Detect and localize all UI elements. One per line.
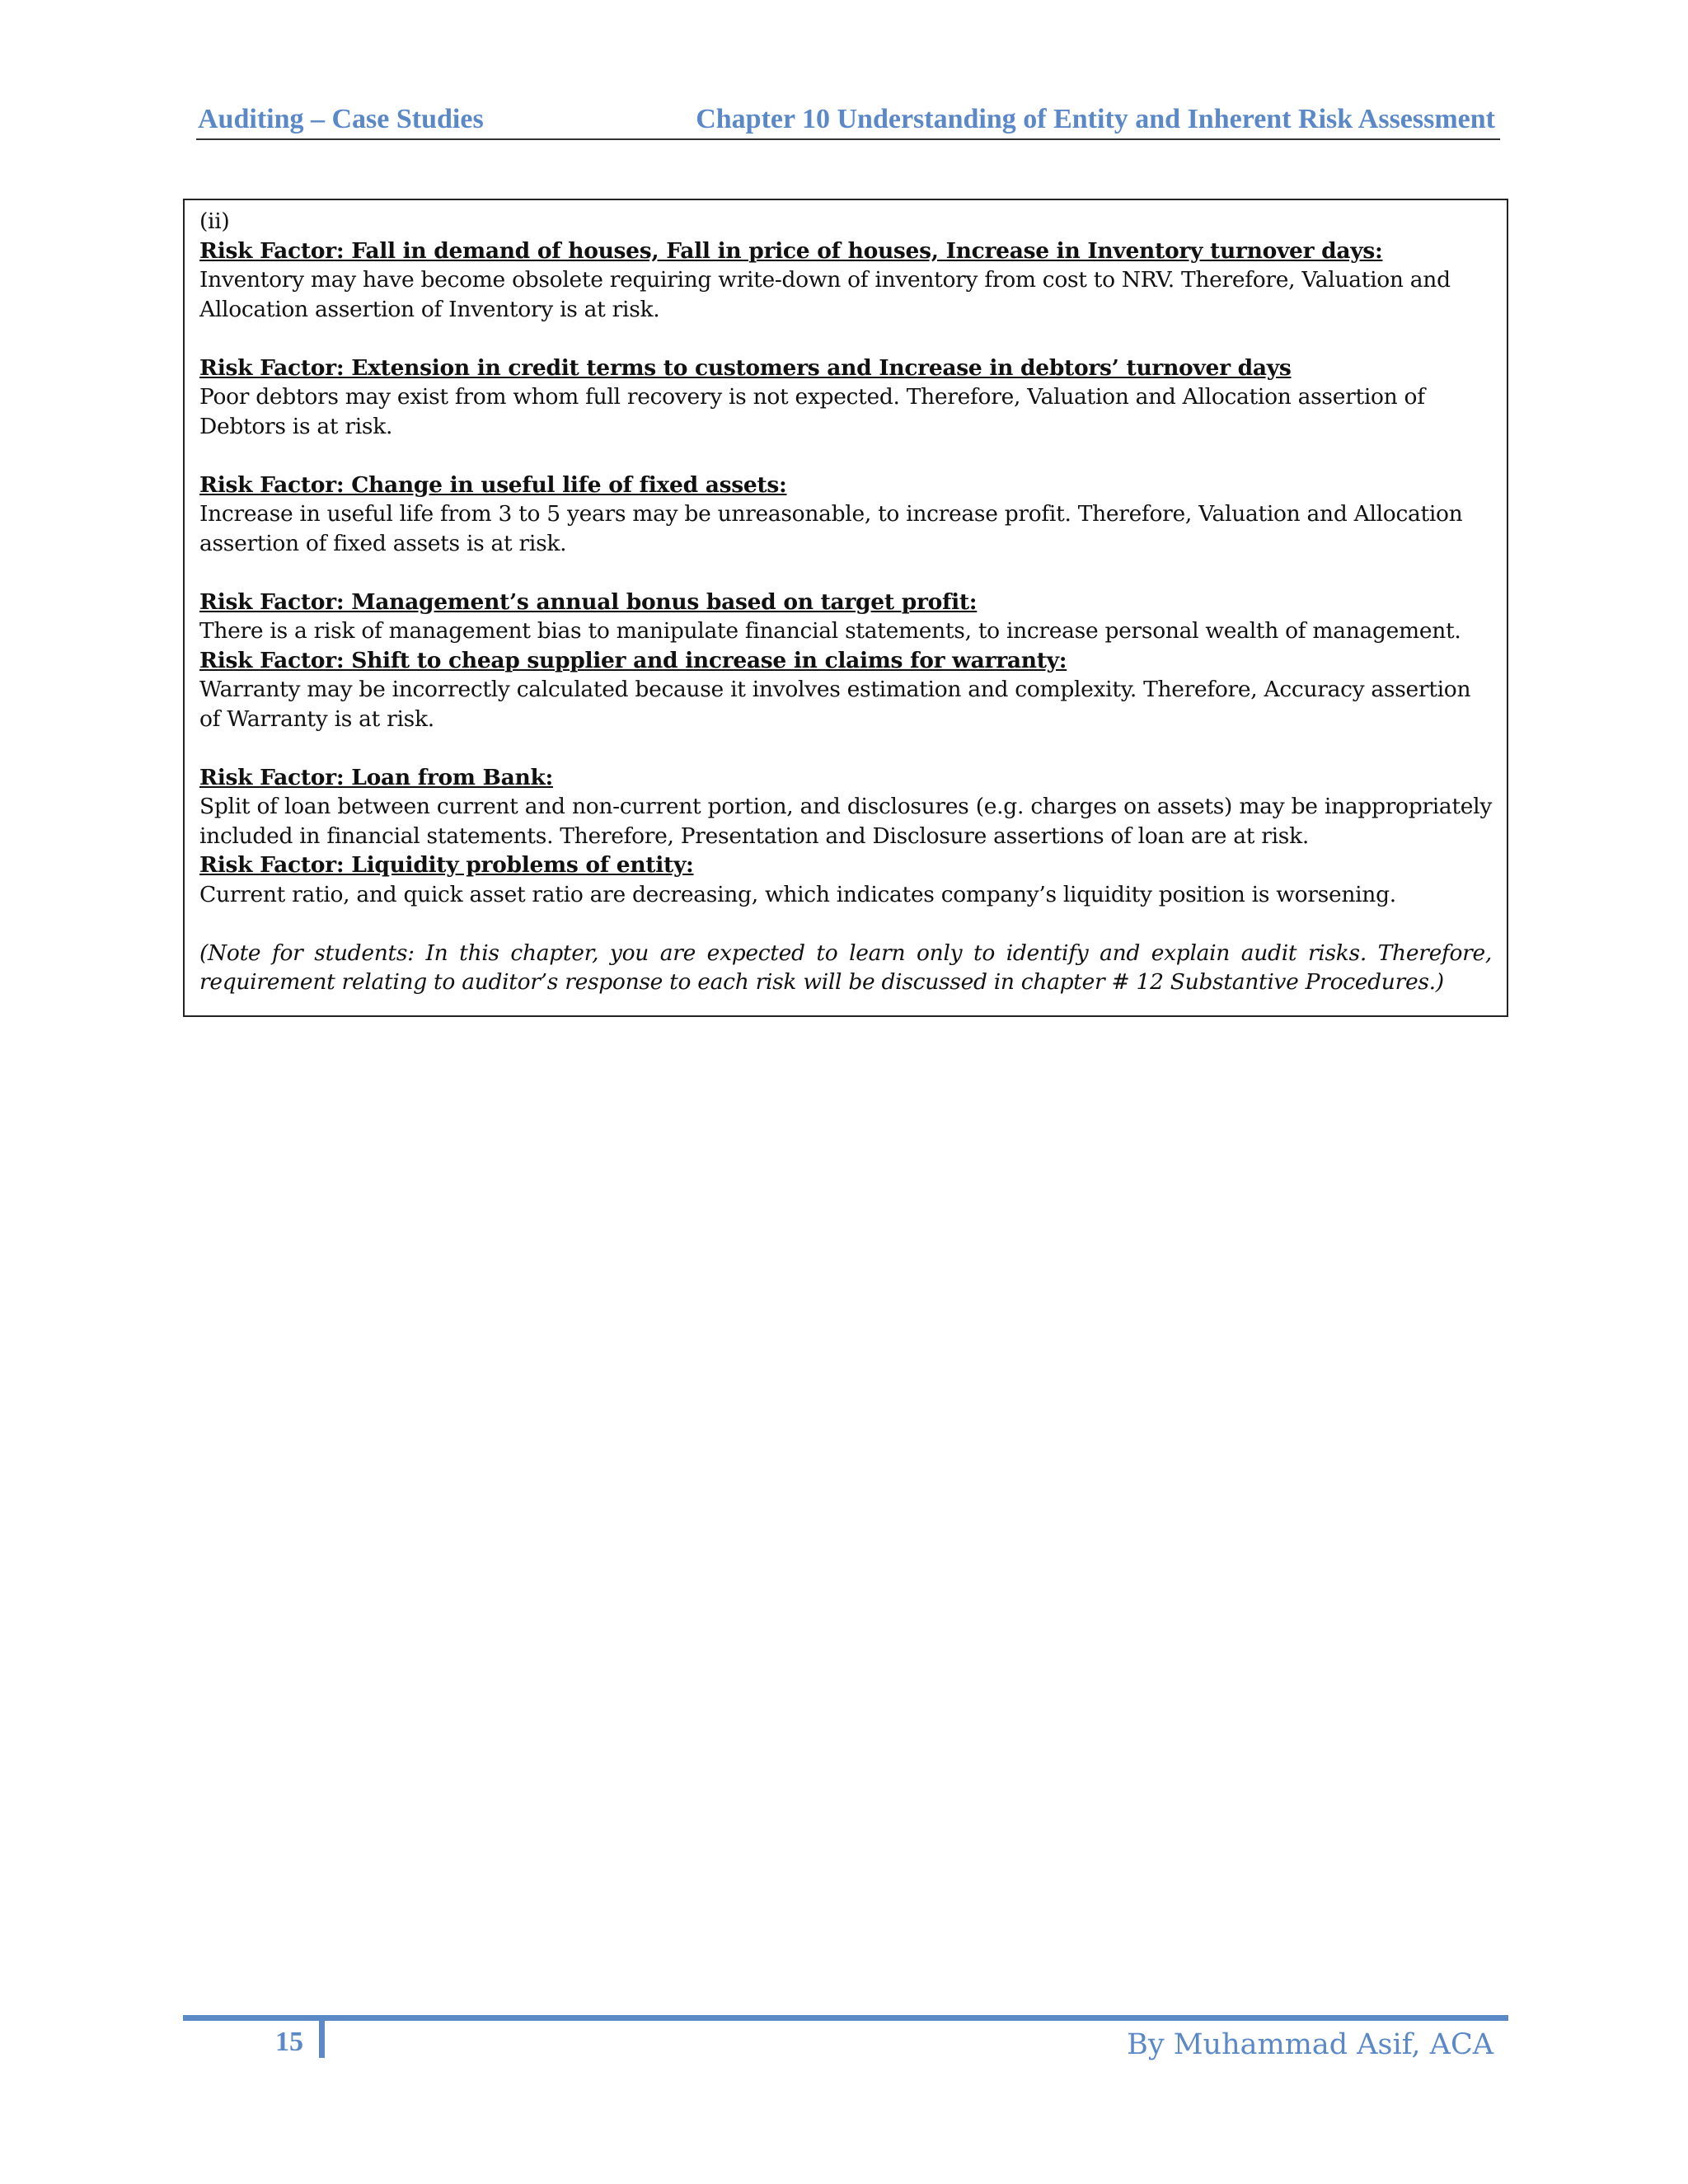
risk-text: Inventory may have become obsolete requiring write-down of inventory from cost to NRV. Therefore, Valuation and Allocation assertion of Inventory is at risk. <box>199 267 1451 322</box>
page-footer <box>183 2015 1508 2089</box>
risk-item-debtors <box>199 354 1492 442</box>
footer-rule <box>183 2015 1508 2021</box>
chapter-title: Chapter 10 Understanding of Entity and Inherent Risk Assessment <box>696 104 1495 134</box>
risk-heading: Risk Factor: Shift to cheap supplier and increase in claims for warranty: <box>199 647 1067 673</box>
student-note: (Note for students: In this chapter, you are expected to learn only to identify and explain audit risks. Therefore, requirement relating to auditor’s response to each risk will be discussed in chapter # 12 Substantive Procedures.) <box>199 940 1492 995</box>
risk-heading: Risk Factor: Management’s annual bonus based on target profit: <box>199 588 978 615</box>
risk-item-bank-loan <box>199 763 1492 851</box>
risk-item-fixed-assets <box>199 471 1492 559</box>
risk-heading: Risk Factor: Change in useful life of fixed assets: <box>199 471 787 498</box>
risk-heading: Risk Factor: Fall in demand of houses, Fall in price of houses, Increase in Inventory turnover days: <box>199 237 1383 264</box>
risk-heading: Risk Factor: Loan from Bank: <box>199 764 554 790</box>
risk-item-liquidity <box>199 851 1492 909</box>
risk-text: Current ratio, and quick asset ratio are decreasing, which indicates company’s liquidity position is worsening. <box>199 881 1396 907</box>
book-title: Auditing – Case Studies <box>198 104 484 134</box>
risk-item-warranty <box>199 646 1492 734</box>
part-label: (ii) <box>199 209 230 234</box>
risk-heading: Risk Factor: Liquidity problems of entity: <box>199 852 694 878</box>
page-header <box>196 97 1500 140</box>
risk-item-inventory <box>199 237 1492 325</box>
risk-text: Increase in useful life from 3 to 5 years may be unreasonable, to increase profit. Therefore, Valuation and Allocation assertion of fixed assets is at risk. <box>199 501 1463 556</box>
risk-text: There is a risk of management bias to manipulate financial statements, to increase personal wealth of management. <box>199 618 1461 644</box>
risk-text: Poor debtors may exist from whom full recovery is not expected. Therefore, Valuation and Allocation assertion of Debtors is at risk. <box>199 384 1425 439</box>
risk-text: Split of loan between current and non-current portion, and disclosures (e.g. charges on assets) may be inappropriately included in financial statements. Therefore, Presentation and Disclosure assertions of loan are at risk. <box>199 794 1492 849</box>
footer-divider <box>319 2015 325 2058</box>
risk-text: Warranty may be incorrectly calculated because it involves estimation and complexity. Therefore, Accuracy assertion of Warranty is at risk. <box>199 677 1471 732</box>
risk-heading: Risk Factor: Extension in credit terms to customers and Increase in debtors’ turnover days <box>199 354 1292 381</box>
risk-item-management-bonus <box>199 588 1492 646</box>
author-credit: By Muhammad Asif, ACA <box>1127 2028 1493 2061</box>
page-number: 15 <box>275 2027 303 2057</box>
answer-box <box>183 199 1508 1017</box>
